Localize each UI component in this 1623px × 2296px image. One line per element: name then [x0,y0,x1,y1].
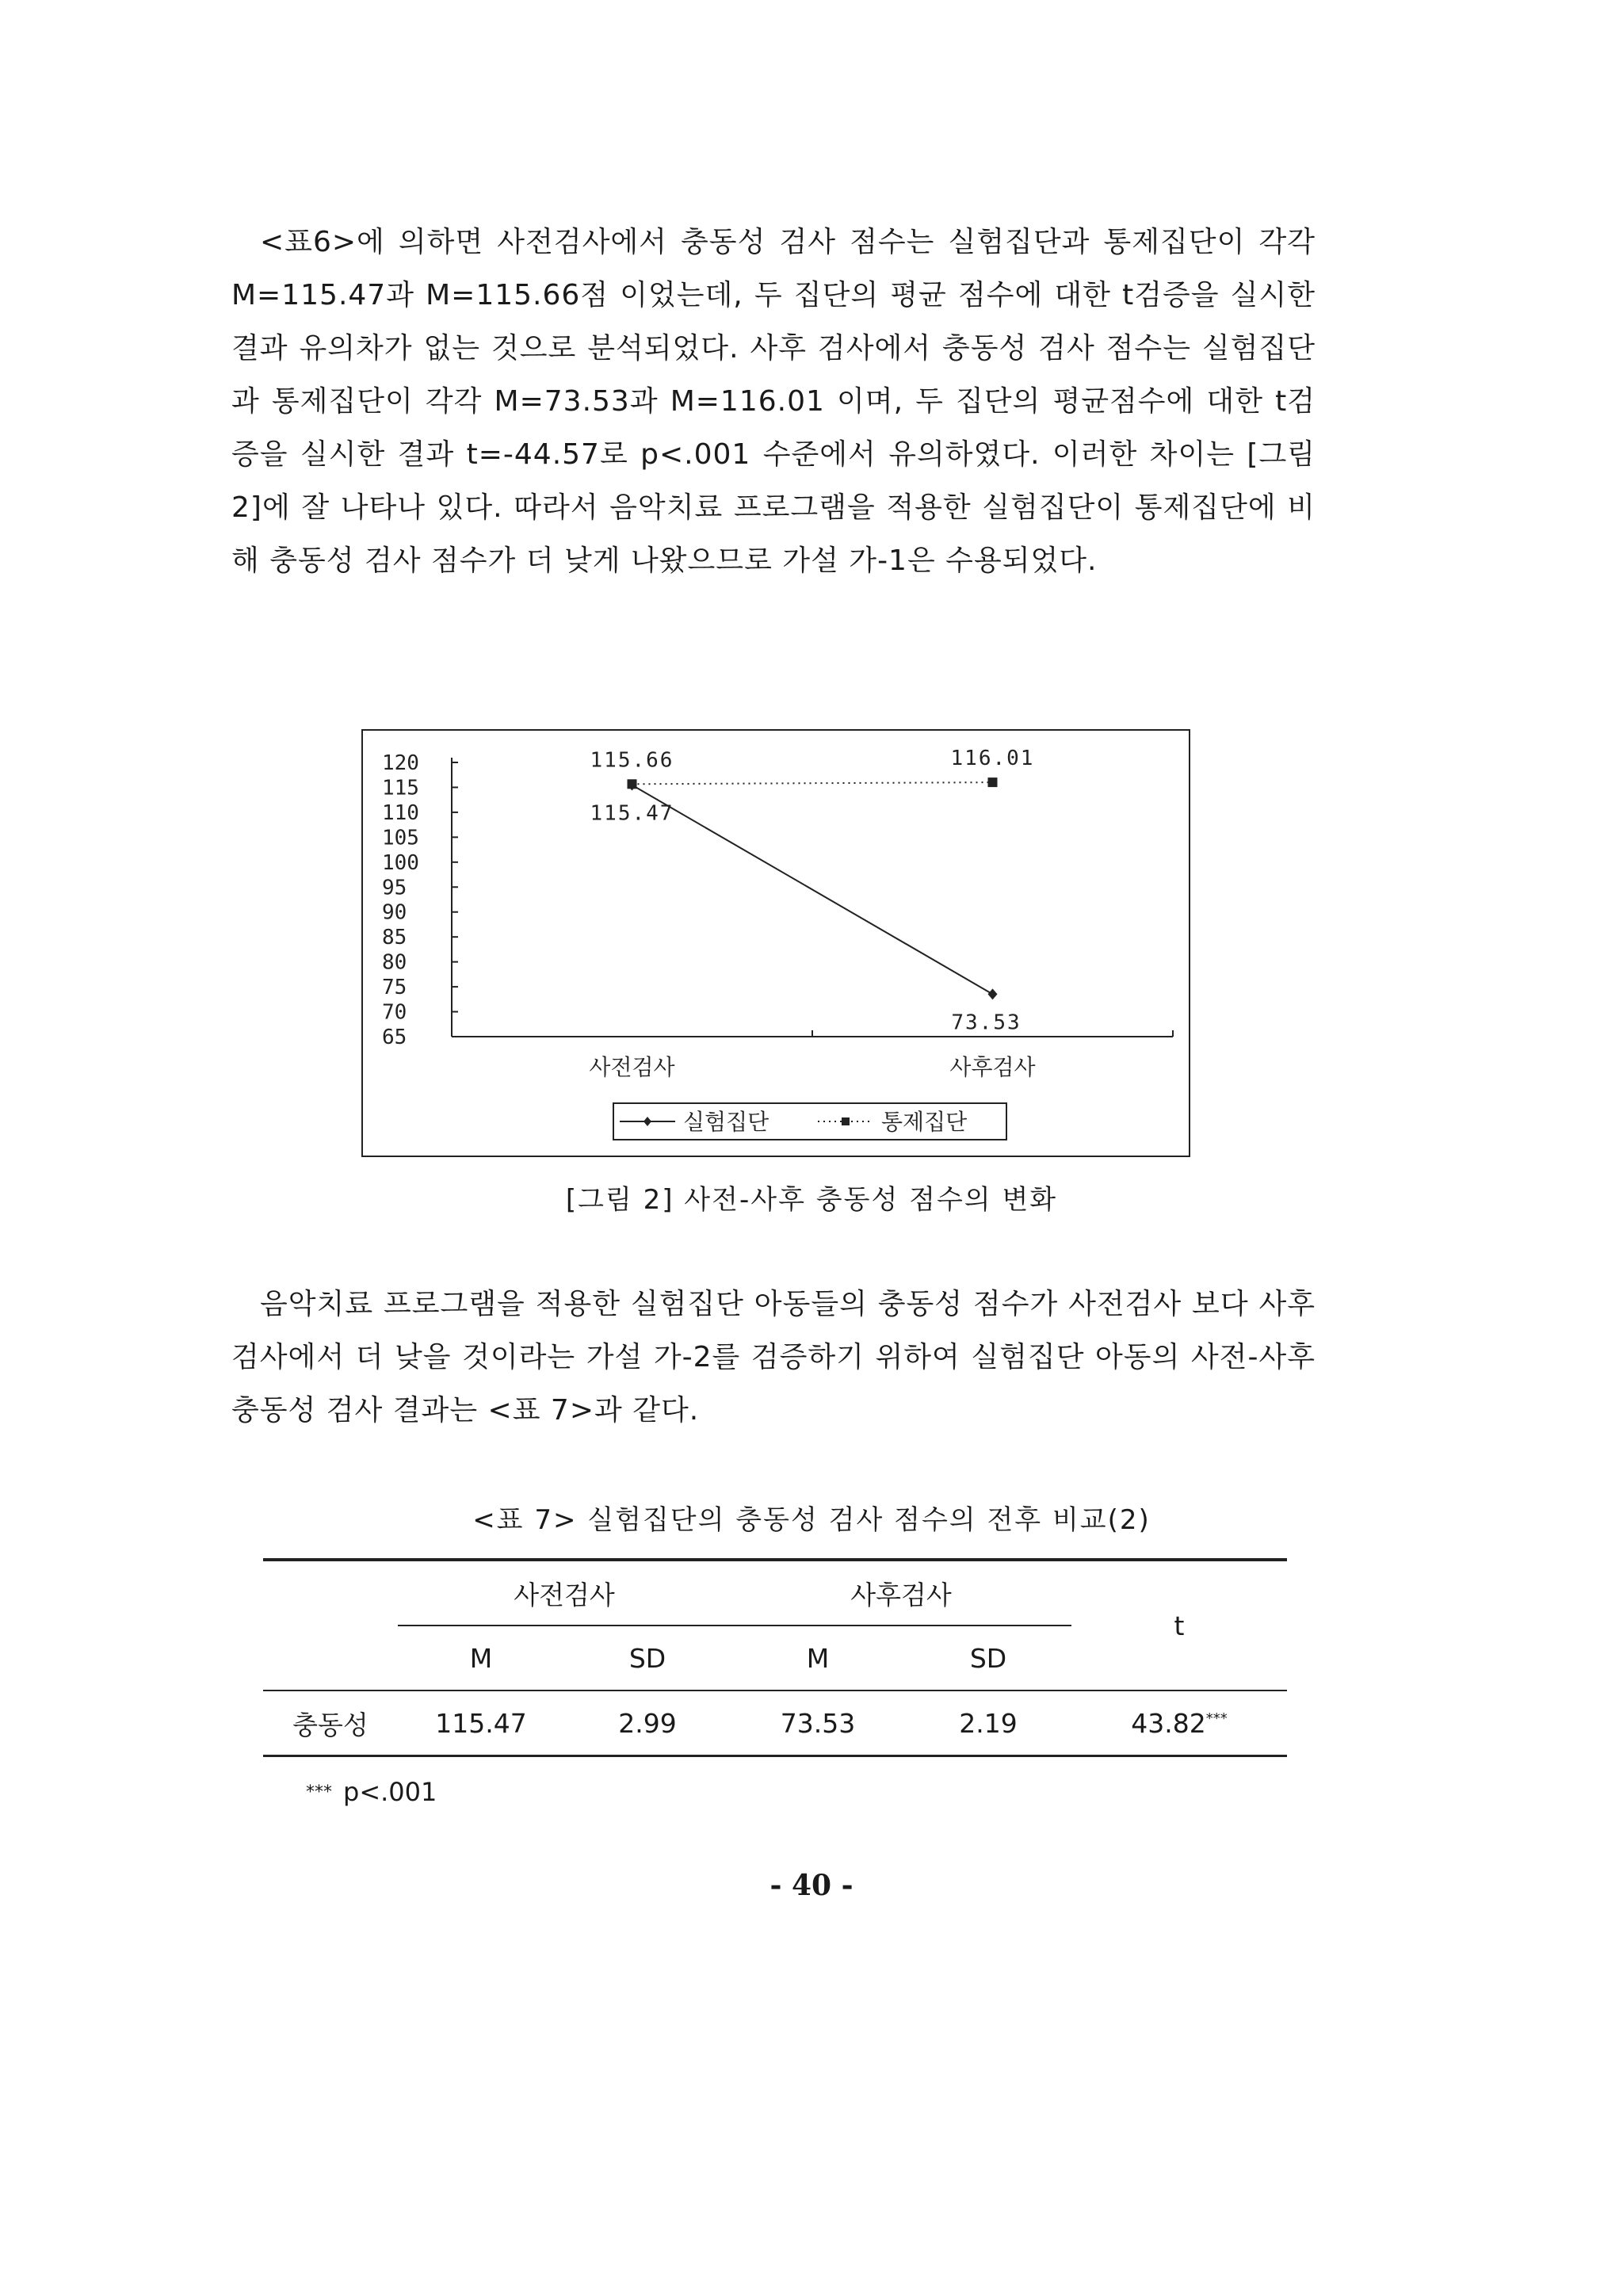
sub-header-sd-post: SD [969,1642,1007,1674]
sub-header-sd-pre: SD [628,1642,666,1674]
data-labels [590,747,1035,1034]
data-label: 115.66 [590,748,674,773]
figure-caption: [그림 2] 사전-사후 충동성 점수의 변화 [565,1184,1058,1216]
cell-sd-pre: 2.99 [564,1690,731,1756]
significance-marker: *** [1205,1710,1228,1727]
sub-header-m-post: M [806,1642,830,1674]
legend-label: 실험집단 [683,1109,769,1135]
cell-m-pre: 115.47 [398,1690,564,1756]
paragraph-2: 음악치료 프로그램을 적용한 실험집단 아동들의 충동성 점수가 사전검사 보다 사후검사에서 더 낮을 것이라는 가설 가-2를 검증하기 위하여 실험집단 아동의 사전-사후 충동성 검사 결과는 <표 7>과 같다. [231,1288,1316,1427]
y-tick-label: 90 [382,900,407,925]
sub-header-m-pre: M [469,1642,493,1674]
chart-legend [613,1103,1006,1140]
series-line [632,785,993,994]
paragraph-1: <표6>에 의하면 사전검사에서 충동성 검사 점수는 실험집단과 통제집단이 각각 M=115.47과 M=115.66점 이었는데, 두 집단의 평균 점수에 대한 t검증을 실시한 결과 유의차가 없는 것으로 분석되었다. 사후 검사에서 충동성 검사 점수는 실험집단과 통제집단이 각각 M=73.53과 M=116.01 이며, 두 집단의 평균점수에 대한 t검증을 실시한 결과 t=-44.57로 p<.001 수준에서 유의하였다. 이러한 차이는 [그림 2]에 잘 나타나 있다. 따라서 음악치료 프로그램을 적용한 실험집단이 통제집단에 비해 충동성 검사 점수가 더 낮게 나왔으므로 가설 가-1은 수용되었다. [231,226,1316,577]
group-header-pre: 사전검사 [398,1561,731,1626]
y-tick-label: 95 [382,876,407,900]
row-label-header [263,1561,398,1690]
group-header-post: 사후검사 [731,1561,1071,1626]
x-category-label: 사전검사 [589,1054,675,1080]
table-caption: <표 7> 실험집단의 충동성 검사 점수의 전후 비교(2) [472,1504,1151,1536]
comparison-table [263,1558,1287,1757]
legend-marker [842,1117,850,1125]
data-label: 73.53 [951,1010,1022,1035]
chart-axes [452,758,1173,1037]
page-number: - 40 - [769,1869,854,1902]
cell-m-post: 73.53 [731,1690,905,1756]
data-point-marker [628,779,637,789]
data-point-marker [988,777,998,787]
y-tick-label: 85 [382,926,407,950]
series-layer [628,777,998,999]
legend-label: 통제집단 [881,1109,968,1135]
y-tick-label: 65 [382,1026,407,1049]
line-chart [361,729,1190,1157]
x-axis-categories [589,1054,1035,1080]
y-tick-label: 115 [382,776,419,800]
t-value: 43.82 [1131,1707,1206,1739]
table-note [306,1777,437,1807]
y-tick-label: 120 [382,751,419,775]
y-axis-ticks [382,751,458,1049]
y-tick-label: 110 [382,800,419,825]
x-category-label: 사후검사 [949,1054,1036,1080]
chart-canvas [363,731,1192,1159]
series-line [632,782,993,784]
y-tick-label: 105 [382,826,419,850]
data-label: 115.47 [590,801,674,826]
y-tick-label: 75 [382,976,407,1000]
y-tick-label: 70 [382,1000,407,1025]
note-stars: *** [306,1782,332,1802]
note-text: p<.001 [343,1777,437,1807]
t-header: t [1174,1610,1185,1641]
data-point-marker [988,988,998,999]
row-label: 충동성 [263,1690,398,1756]
data-label: 116.01 [950,747,1035,771]
y-tick-label: 100 [382,850,419,875]
cell-sd-post: 2.19 [905,1690,1071,1756]
table-row [263,1690,1287,1756]
cell-t [1071,1690,1287,1756]
y-tick-label: 80 [382,950,407,975]
